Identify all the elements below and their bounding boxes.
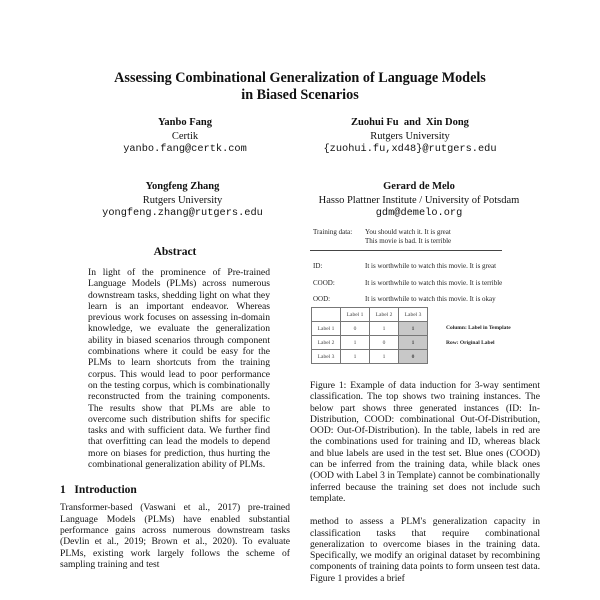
table-row: Label 3 1 1 0: [312, 350, 428, 364]
intro-text: Transformer-based (Vaswani et al., 2017) pre-trained Language Models (PLMs) have enabled substantial performance gains across numerous downstream tasks (Devlin et al., 2019; Brown et al., 2020). To evaluate PLMs, existing work largely follows the scheme of sampling training and test: [60, 502, 290, 570]
figure-caption: Figure 1: Example of data induction for 3-way sentiment classification. The top shows two training instances. The below part shows three generated instances (ID: In-Distribution, COOD: combinational Out-Of-Distribution, OOD: Out-Of-Distribution). In the table, labels in red are the combinations used for training and ID, whereas black and blue labels are used in the test set. Blue ones (COOD) can be inferred from the training data, while black ones (OOD with Label 3 in Template) cannot be combinationally inferred because the training set does not include such template.: [310, 380, 540, 504]
table-header: Label 1 Label 2 Label 3: [312, 308, 428, 322]
abstract-text: In light of the prominence of Pre-trained Language Models (PLMs) across numerous downstream tasks, shedding light on what they learn is an important endeavor. Whereas previous work focuses on assessing in-domain knowledge, we evaluate the generalization ability in biased scenarios through component combinations where it could be easy for the PLMs to learn shortcuts from the training corpus. This would lead to poor performance on the testing corpus, which is combinationally reconstructed from the training components. The results show that PLMs are able to overcome such distribution shifts for specific tasks and with sufficient data. We further find that overfitting can lead the models to depend more on biases for prediction, thus hurting the combinational generalization ability of PLMs.: [88, 267, 270, 471]
paper-title: Assessing Combinational Generalization of Language Models in Biased Scenarios: [114, 70, 486, 103]
abstract-heading: Abstract: [153, 246, 197, 258]
author-2: Zuohui Fu and Xin Dong Rutgers University {zuohui.fu,xd48}@rutgers.edu: [323, 117, 497, 155]
label-table: [311, 307, 428, 364]
table-row: Label 2 1 0 1: [312, 336, 428, 350]
author-3: Yongfeng Zhang Rutgers University yongfeng.zhang@rutgers.edu: [102, 181, 263, 219]
author-1: Yanbo Fang Certik yanbo.fang@certk.com: [123, 117, 247, 155]
figure-1: Training data: You should watch it. It is great This movie is bad. It is terrible ID: It is worthwhile to watch this movie. It is great COOD: It is worthwhile to watch this movie. It is terrible OOD: It is worthwhile to watch this movie. It is okay Column: Label in Template Row: Original Label: [0, 0, 600, 370]
right-column-text: method to assess a PLM's generalization capacity in classification tasks that require combinational generalization to overcome biases in the training data. Specifically, we modify an original dataset by recombining components of training data points to form unseen test data. Figure 1 provides a brief: [310, 516, 540, 584]
author-4: Gerard de Melo Hasso Plattner Institute / University of Potsdam gdm@demelo.org: [318, 181, 520, 219]
legend-row: Row: Original Label: [446, 340, 495, 346]
legend-column: Column: Label in Template: [446, 325, 511, 331]
divider: [310, 250, 502, 251]
table-row: Label 1 0 1 1: [312, 322, 428, 336]
intro-heading: 1 Introduction: [60, 484, 137, 497]
right-column: [310, 380, 540, 584]
